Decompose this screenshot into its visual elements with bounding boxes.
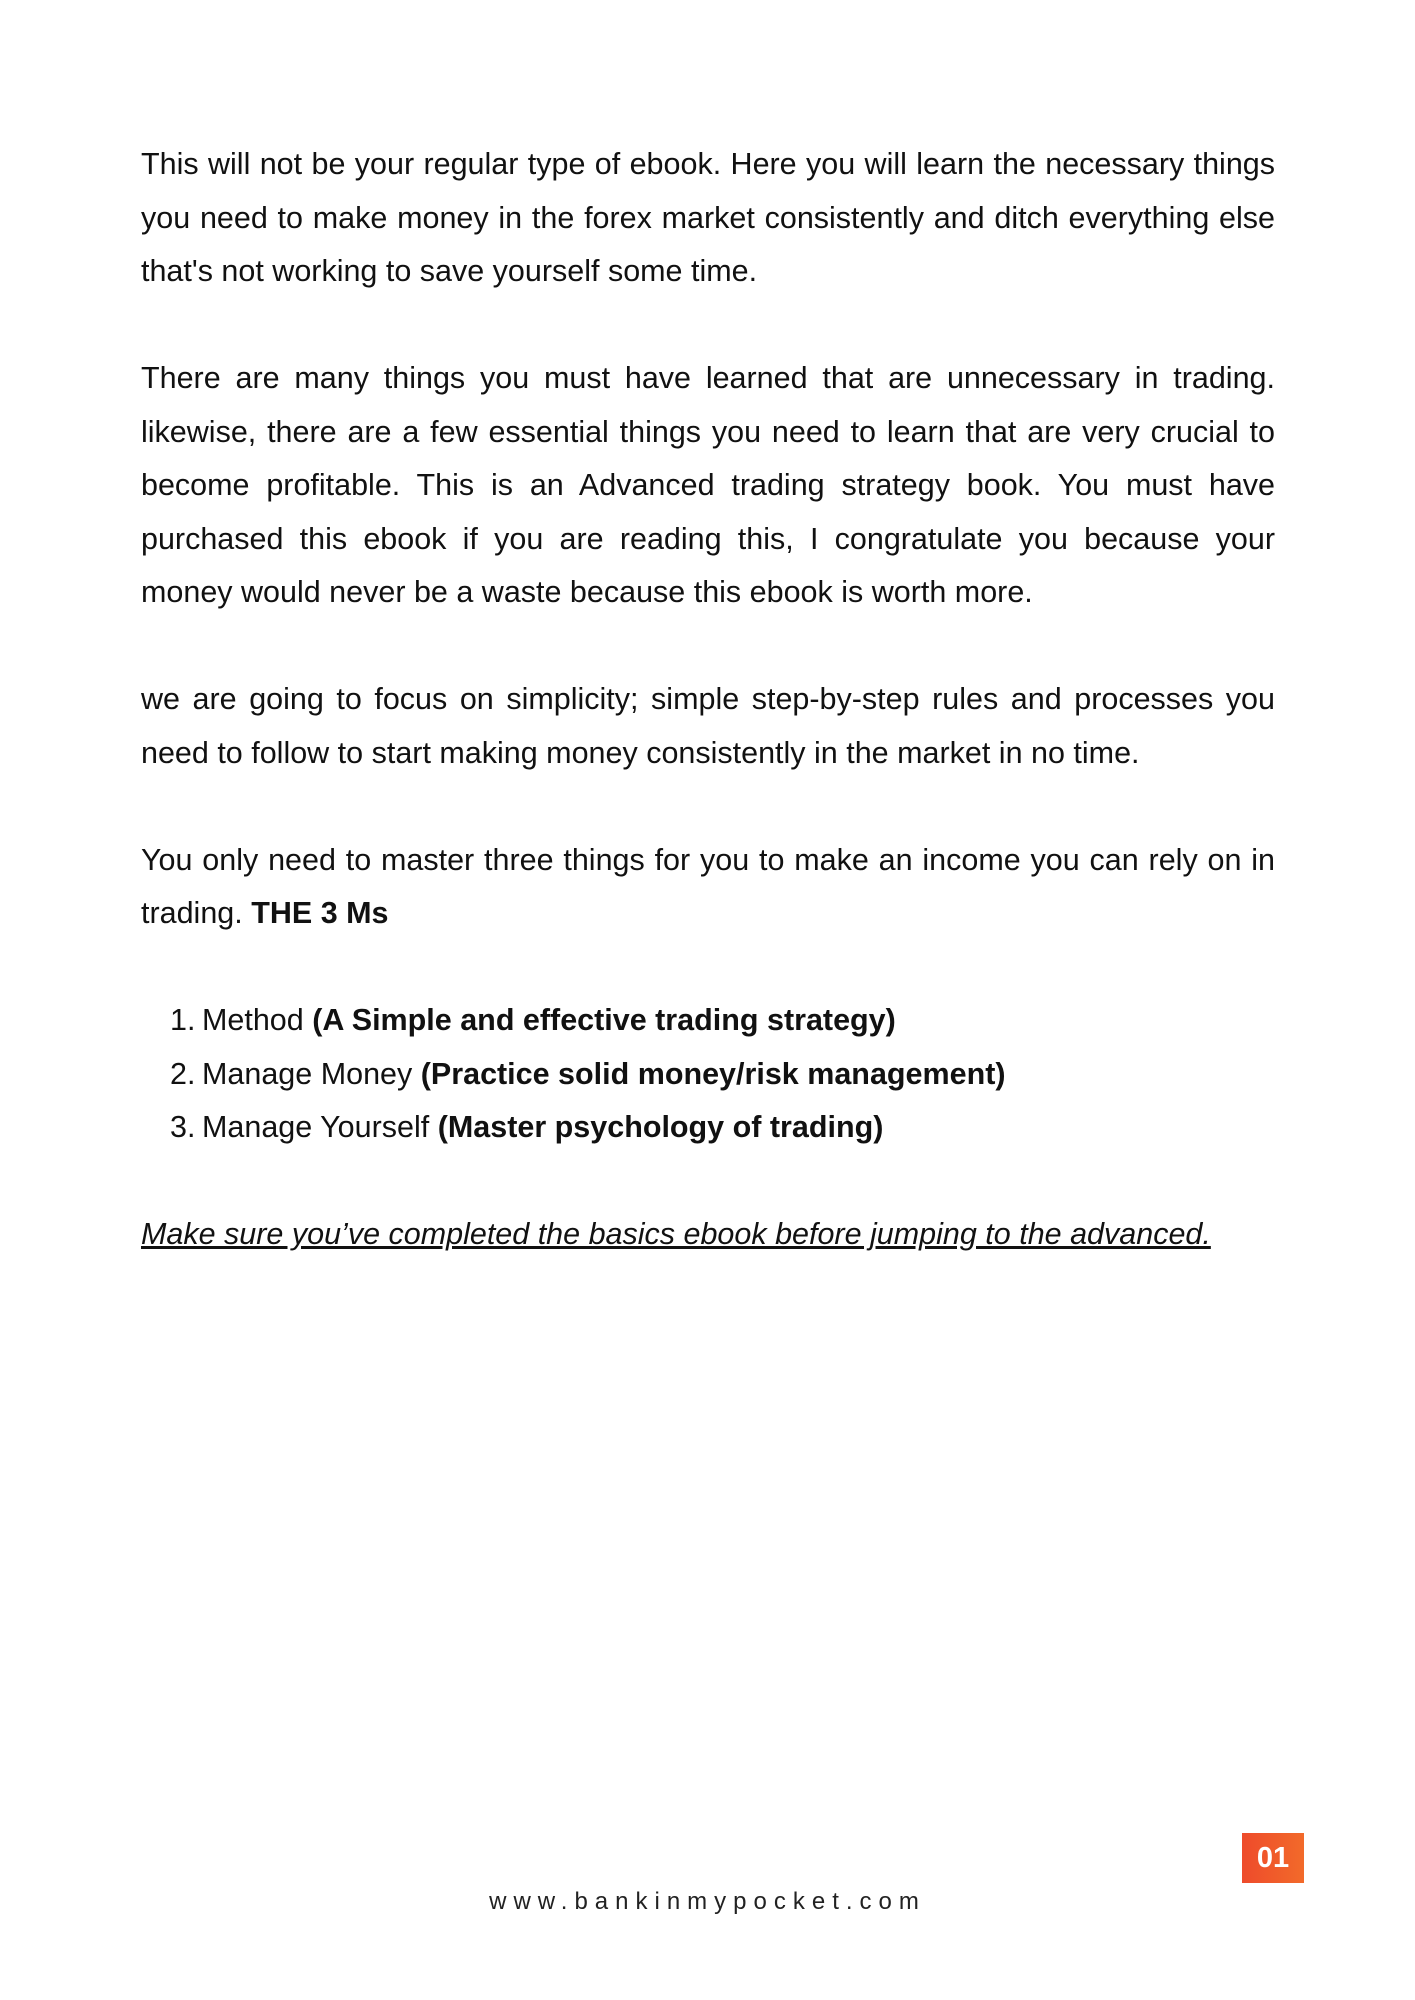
list-number: 3.: [170, 1110, 196, 1144]
paragraph-simplicity: we are going to focus on simplicity; simple step-by-step rules and processes you need to follow to start making money consistently in the market in no time.: [141, 682, 1275, 770]
list-item-label: Manage Money: [202, 1056, 413, 1091]
paragraph-intro: This will not be your regular type of ebook. Here you will learn the necessary things you need to make money in the forex market consistently and ditch everything else that's not working to save yourself some time.: [141, 147, 1275, 288]
list-item: [141, 1101, 1275, 1155]
page-number-badge: 01: [1242, 1833, 1304, 1883]
list-item-label: Manage Yourself: [202, 1110, 430, 1144]
paragraph-three-ms: [141, 834, 1275, 941]
list-number: 2.: [170, 1056, 196, 1091]
basics-ebook-note: Make sure you’ve completed the basics ebook before jumping to the advanced.: [141, 1217, 1211, 1251]
list-item-detail: (Master psychology of trading): [437, 1110, 884, 1144]
list-item-content: [202, 994, 896, 1048]
list-item: [141, 1048, 1275, 1102]
three-ms-list: [141, 994, 1275, 1155]
list-item-label: Method: [202, 1003, 304, 1037]
website-footer: www.bankinmypocket.com: [489, 1888, 926, 1915]
list-item-detail: (A Simple and effective trading strategy): [312, 1003, 896, 1037]
list-item-content: [202, 1048, 1006, 1102]
paragraph-unnecessary-things: There are many things you must have learned that are unnecessary in trading. likewise, there are a few essential things you need to learn that are very crucial to become profitable. This is an Advanced trading strategy book. You must have purchased this ebook if you are reading this, I congratulate you because your money would never be a waste because this ebook is worth more.: [141, 361, 1275, 609]
list-item: [141, 994, 1275, 1048]
three-ms-text: You only need to master three things for you to make an income you can rely on in trading.: [141, 842, 1275, 930]
page-body: [141, 138, 1275, 1262]
list-number: 1.: [170, 1003, 196, 1037]
three-ms-emphasis: THE 3 Ms: [251, 896, 389, 930]
list-item-content: [202, 1101, 883, 1155]
list-item-detail: (Practice solid money/risk management): [420, 1056, 1006, 1091]
